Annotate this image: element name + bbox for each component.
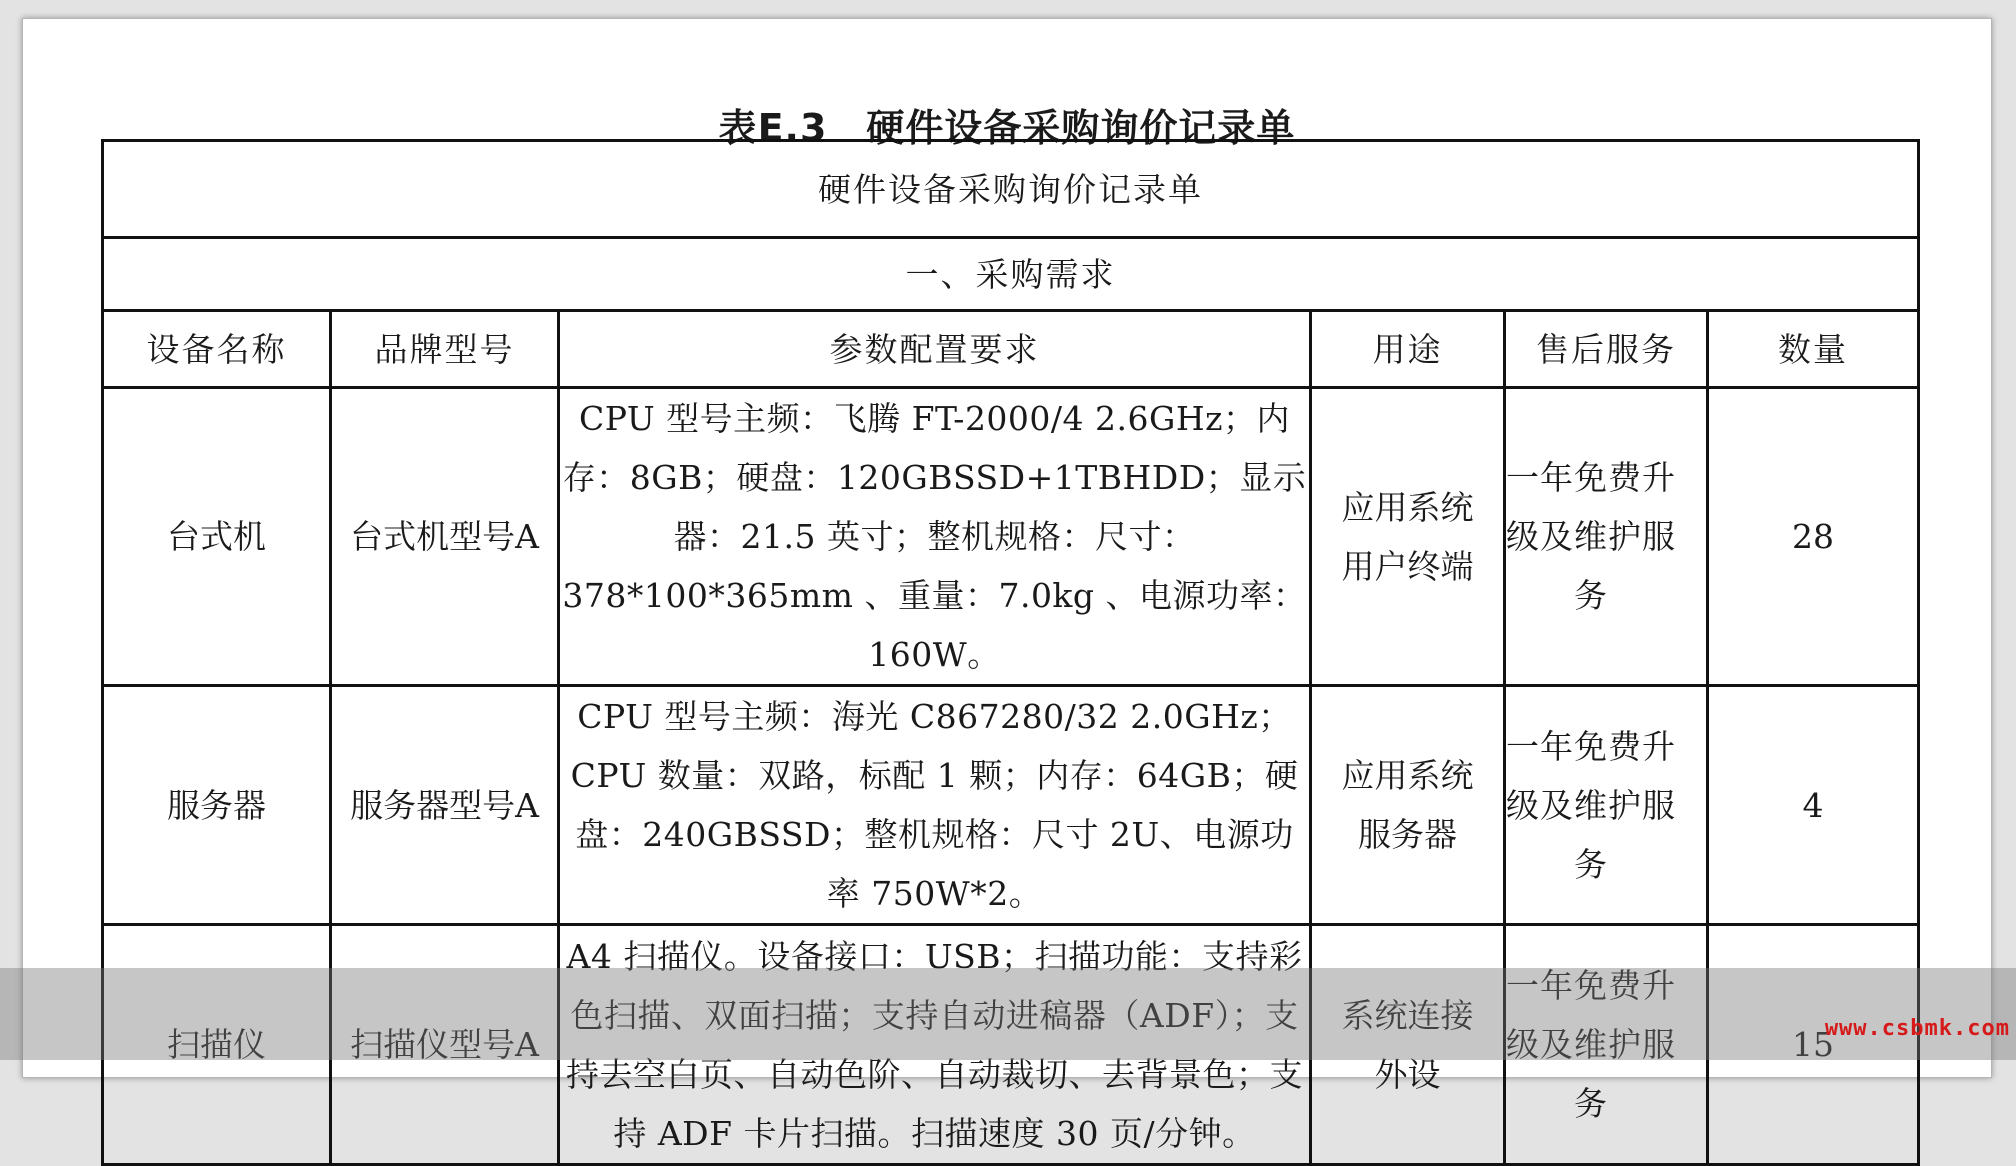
procurement-table	[101, 139, 1920, 1166]
document-page	[22, 18, 1992, 1153]
cell-quantity: 4	[1708, 686, 1919, 925]
cell-device-name: 扫描仪	[103, 925, 331, 1165]
cell-brand-model: 扫描仪型号A	[331, 925, 559, 1165]
cell-device-name: 台式机	[103, 388, 331, 686]
cell-params: A4 扫描仪。设备接口：USB；扫描功能：支持彩色扫描、双面扫描；支持自动进稿器（ADF）；支持去空白页、自动色阶、自动裁切、去背景色；支持 ADF 卡片扫描。扫描速度 30 页/分钟。	[559, 925, 1311, 1165]
cell-brand-model: 台式机型号A	[331, 388, 559, 686]
cell-quantity: 15	[1708, 925, 1919, 1165]
cell-usage: 系统连接外设	[1311, 925, 1505, 1165]
cell-usage: 应用系统服务器	[1311, 686, 1505, 925]
header-device-name: 设备名称	[103, 311, 331, 388]
header-usage: 用途	[1311, 311, 1505, 388]
cell-device-name: 服务器	[103, 686, 331, 925]
header-after-sales: 售后服务	[1505, 311, 1708, 388]
header-brand-model: 品牌型号	[331, 311, 559, 388]
cell-params: CPU 型号主频：飞腾 FT-2000/4 2.6GHz；内存：8GB；硬盘：120GBSSD+1TBHDD；显示器：21.5 英寸；整机规格：尺寸：378*100*365mm 、重量：7.0kg 、电源功率：160W。	[559, 388, 1311, 686]
section-heading: 一、采购需求	[103, 238, 1919, 311]
table-header-row	[103, 311, 1919, 388]
cell-brand-model: 服务器型号A	[331, 686, 559, 925]
table-row	[103, 388, 1919, 686]
cell-quantity: 28	[1708, 388, 1919, 686]
cell-params: CPU 型号主频：海光 C867280/32 2.0GHz；CPU 数量：双路，标配 1 颗；内存：64GB；硬盘：240GBSSD；整机规格：尺寸 2U、电源功率 750W*2。	[559, 686, 1311, 925]
header-quantity: 数量	[1708, 311, 1919, 388]
table-caption: 硬件设备采购询价记录单	[103, 141, 1919, 238]
cell-after-sales: 一年免费升级及维护服务	[1505, 925, 1708, 1165]
header-params: 参数配置要求	[559, 311, 1311, 388]
table-row	[103, 686, 1919, 925]
cell-after-sales: 一年免费升级及维护服务	[1505, 388, 1708, 686]
table-row	[103, 925, 1919, 1165]
cell-after-sales: 一年免费升级及维护服务	[1505, 686, 1708, 925]
site-watermark: www.csbmk.com	[1824, 1016, 2010, 1041]
document-title: 表E.3 硬件设备采购询价记录单	[718, 106, 1296, 150]
cell-usage: 应用系统用户终端	[1311, 388, 1505, 686]
